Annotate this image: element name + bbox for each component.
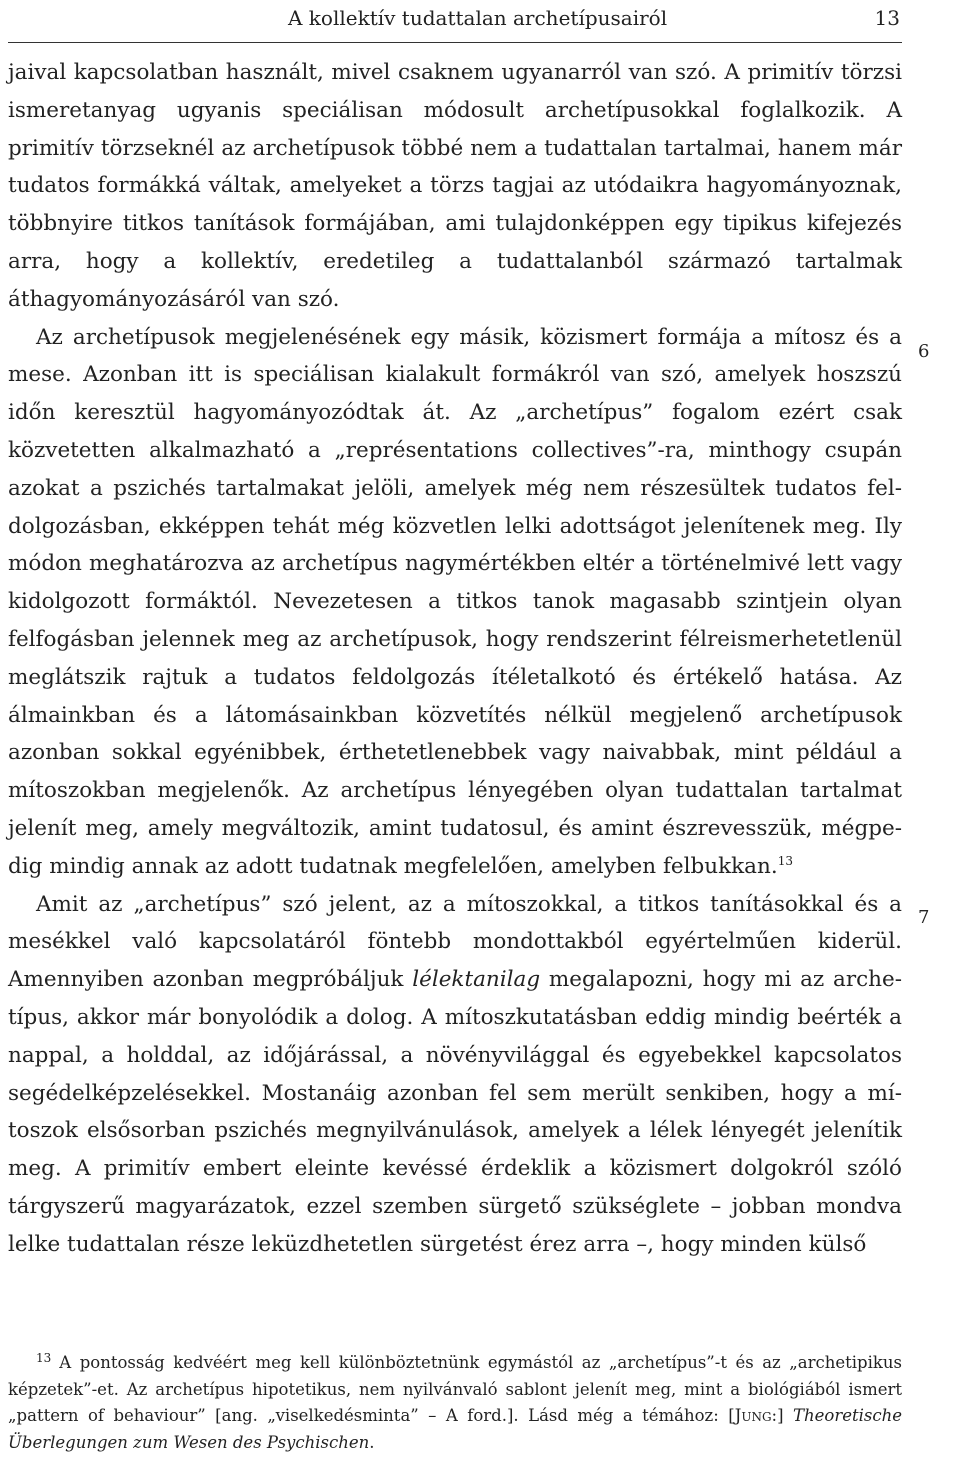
footnote-number: 13 bbox=[36, 1350, 52, 1365]
running-header bbox=[8, 0, 902, 43]
margin-paragraph-number-6: 6 bbox=[918, 341, 930, 362]
page-number: 13 bbox=[874, 6, 900, 30]
paragraph-3-italic: lélektanilag bbox=[412, 967, 541, 993]
paragraph-3 bbox=[8, 886, 902, 1264]
footnotes bbox=[8, 1350, 902, 1456]
paragraph-3-text-a: Amit az „archetípus” szó jelent, az a mítoszokkal, a titkos tanításokkal és a mesékkel való kapcsolatáról föntebb mondottakból egyértelműen kiderül. Amennyiben azonban megpróbáljuk bbox=[8, 891, 902, 993]
footnote-13 bbox=[8, 1350, 902, 1456]
paragraph-2-text: Az archetípusok megjelenésének egy másik, közismert formája a mítosz és a mese. Azonban itt is speciálisan kialakult formákról van szó, amelyek hoszszú időn keresztül hagyományozódtak át. Az „archetípus” fogalom ezért csak közvetetten alkalmazható a „représentations collectives”-ra, minthogy csupán azokat a pszichés tartalmakat jelöli, amelyek még nem részesültek tudatos feldolgozásban, ekképpen tehát még közvetlen lelki adottságot jelenítenek meg. Ily módon meghatározva az archetípus nagymértékben eltér a történelmivé lett vagy kidolgozott formáktól. Nevezetesen a titkos tanok magasabb szintjein olyan felfogásban jelennek meg az archetípusok, hogy rendszerint félreismerhetetlenül meglátszik rajtuk a tudatos feldolgozás ítéletalkotó és értékelő hatása. Az álmainkban és a látomásainkban közvetítés nélkül megjelenő archetípusok azonban sokkal egyénibbek, érthetetlenebbek vagy naivabbak, mint például a mítoszokban megjelenők. Az archetípus lényegében olyan tudattalan tartalmat jelenít meg, amely megváltozik, amint tudatosul, és amint észrevesszük, mégpedig mindig annak az adott tudatnak megfelelően, amelyben felbukkan. bbox=[8, 324, 902, 879]
paragraph-1: jaival kapcsolatban használt, mivel csaknem ugyanarról van szó. A primitív törzsi ismeretanyag ugyanis speciálisan módosult archetípusokkal foglalkozik. A primitív törzseknél az archetípusok többé nem a tudattalan tartalmai, hanem már tudatos formákká váltak, amelyeket a törzs tagjai az utódaikra hagyományoznak, többnyire titkos tanítások formájában, ami tulajdonképpen egy tipikus kifejezés arra, hogy a kollektív, eredetileg a tudattalanból származó tartalmak áthagyományozásáról van szó. bbox=[8, 60, 902, 312]
header-title: A kollektív tudattalan archetípusairól bbox=[288, 6, 668, 30]
footnote-text-a: A pontosság kedvéért meg kell különböztetnünk egymástól az „archetípus”-t és az „archetipikus képzetek”-et. Az archetípus hipotetikus, nem nyilvánvaló sablont jelenít meg, mint a biológiából ismert „pattern of behaviour” [ang. „viselkedésminta” – A ford.]. Lásd még a témához: [ bbox=[8, 1353, 902, 1425]
paragraph-3-text-b: megalapozni, hogy mi az archetípus, akkor már bonyolódik a dolog. A mítoszkutatásban eddig mindig beérték a nappal, a holddal, az időjárással, a növényvilággal és egyebekkel kapcsolatos segédelképzelésekkel. Mostanáig azonban fel sem merült senkiben, hogy a mítoszok elsősorban pszichés megnyilvánulások, amelyek a lélek lényegét jelenítik meg. A primitív embert eleinte kevéssé érdeklik a közismert dolgokról szóló tárgyszerű magyarázatok, ezzel szemben sürgető szükséglete – jobban mondva lelke tudattalan része leküzdhetetlen sürgetést érez arra –, hogy minden külső bbox=[8, 967, 902, 1257]
footnote-cited-title: Theoretische Überlegungen zum Wesen des Psychischen bbox=[8, 1406, 903, 1452]
footnote-author: Jung bbox=[734, 1406, 772, 1425]
paragraph-2 bbox=[8, 319, 902, 886]
main-text bbox=[8, 54, 902, 1264]
margin-paragraph-number-7: 7 bbox=[918, 907, 930, 928]
footnote-end: . bbox=[369, 1432, 375, 1452]
footnote-text-b: :] bbox=[771, 1406, 784, 1425]
footnote-reference[interactable]: 13 bbox=[777, 853, 793, 868]
